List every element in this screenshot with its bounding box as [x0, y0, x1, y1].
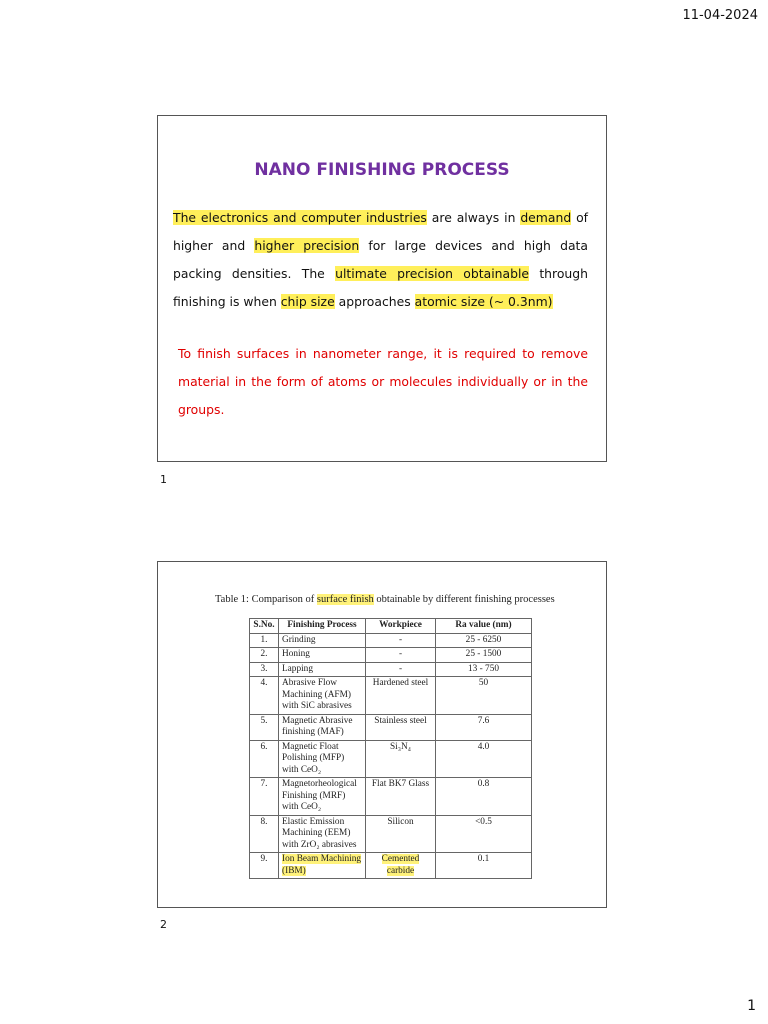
workpiece-cell: Stainless steel — [366, 714, 436, 740]
slide-1 — [157, 115, 607, 462]
table-row — [250, 815, 532, 853]
process-cell: Magnetorheological Finishing (MRF) with CeO₂ — [279, 778, 366, 816]
text-segment: for large devices and high data packing densities. The — [173, 238, 588, 281]
process-cell: Elastic Emission Machining (EEM) with ZrO₂ abrasives — [279, 815, 366, 853]
process-cell: Abrasive Flow Machining (AFM) with SiC abrasives — [279, 677, 366, 715]
highlighted-phrase: ultimate precision obtainable — [335, 266, 530, 281]
text-segment: of higher and — [173, 210, 589, 253]
slide-number: 1 — [160, 473, 167, 486]
ra-value-cell: 50 — [436, 677, 532, 715]
highlighted-phrase: higher precision — [254, 238, 360, 253]
process-cell: Magnetic Float Polishing (MFP) with CeO₂ — [279, 740, 366, 778]
ra-value-cell: 25 - 1500 — [436, 648, 532, 663]
table-row — [250, 633, 532, 648]
column-header: Finishing Process — [279, 619, 366, 634]
highlighted-phrase: The electronics and computer industries — [173, 210, 427, 225]
table-caption — [215, 594, 555, 605]
workpiece-cell: - — [366, 633, 436, 648]
column-header: S.No. — [250, 619, 279, 634]
sno-cell: 6. — [250, 740, 279, 778]
page-number: 1 — [747, 998, 756, 1014]
process-cell: Honing — [279, 648, 366, 663]
sno-cell: 9. — [250, 853, 279, 879]
ra-value-cell: <0.5 — [436, 815, 532, 853]
highlighted-cell-text: Ion Beam Machining (IBM) — [282, 854, 362, 876]
process-cell: Lapping — [279, 662, 366, 677]
slide-number: 2 — [160, 918, 167, 931]
process-cell — [279, 853, 366, 879]
ra-value-cell: 25 - 6250 — [436, 633, 532, 648]
caption-highlight: surface finish — [316, 594, 374, 605]
workpiece-cell: Silicon — [366, 815, 436, 853]
ra-value-cell: 13 - 750 — [436, 662, 532, 677]
column-header: Workpiece — [366, 619, 436, 634]
intro-paragraph — [173, 204, 588, 316]
sno-cell: 8. — [250, 815, 279, 853]
sno-cell: 4. — [250, 677, 279, 715]
table-row — [250, 740, 532, 778]
sno-cell: 1. — [250, 633, 279, 648]
ra-value-cell: 0.8 — [436, 778, 532, 816]
column-header: Ra value (nm) — [436, 619, 532, 634]
finishing-process-table — [249, 618, 532, 879]
workpiece-cell: - — [366, 662, 436, 677]
highlighted-cell-text: Cemented carbide — [381, 854, 420, 876]
ra-value-cell: 7.6 — [436, 714, 532, 740]
workpiece-cell: Si₃N₄ — [366, 740, 436, 778]
slide-2 — [157, 561, 607, 908]
highlighted-phrase: atomic size (~ 0.3nm) — [414, 294, 553, 309]
table-row — [250, 677, 532, 715]
text-segment: are always in — [426, 210, 521, 225]
sno-cell: 5. — [250, 714, 279, 740]
sno-cell: 3. — [250, 662, 279, 677]
nanometer-finish-paragraph: To finish surfaces in nanometer range, it is required to remove material in the form of atoms or molecules individually or in the groups. — [178, 346, 588, 417]
ra-value-cell: 4.0 — [436, 740, 532, 778]
highlighted-phrase: demand — [520, 210, 572, 225]
table-row — [250, 853, 532, 879]
text-segment: through finishing is when — [173, 266, 589, 309]
workpiece-cell: - — [366, 648, 436, 663]
table-row — [250, 714, 532, 740]
table-row — [250, 778, 532, 816]
caption-text: obtainable by different finishing processes — [373, 594, 555, 605]
table-row — [250, 662, 532, 677]
highlighted-phrase: chip size — [280, 294, 335, 309]
sno-cell: 7. — [250, 778, 279, 816]
slide-title: NANO FINISHING PROCESS — [254, 160, 510, 180]
date-label: 11-04-2024 — [682, 8, 758, 23]
workpiece-cell: Flat BK7 Glass — [366, 778, 436, 816]
workpiece-cell — [366, 853, 436, 879]
table-header-row — [250, 619, 532, 634]
table-row — [250, 648, 532, 663]
caption-text: Table 1: Comparison of — [215, 594, 317, 605]
text-segment: approaches — [334, 294, 415, 309]
sno-cell: 2. — [250, 648, 279, 663]
process-cell: Magnetic Abrasive finishing (MAF) — [279, 714, 366, 740]
process-cell: Grinding — [279, 633, 366, 648]
workpiece-cell: Hardened steel — [366, 677, 436, 715]
ra-value-cell: 0.1 — [436, 853, 532, 879]
